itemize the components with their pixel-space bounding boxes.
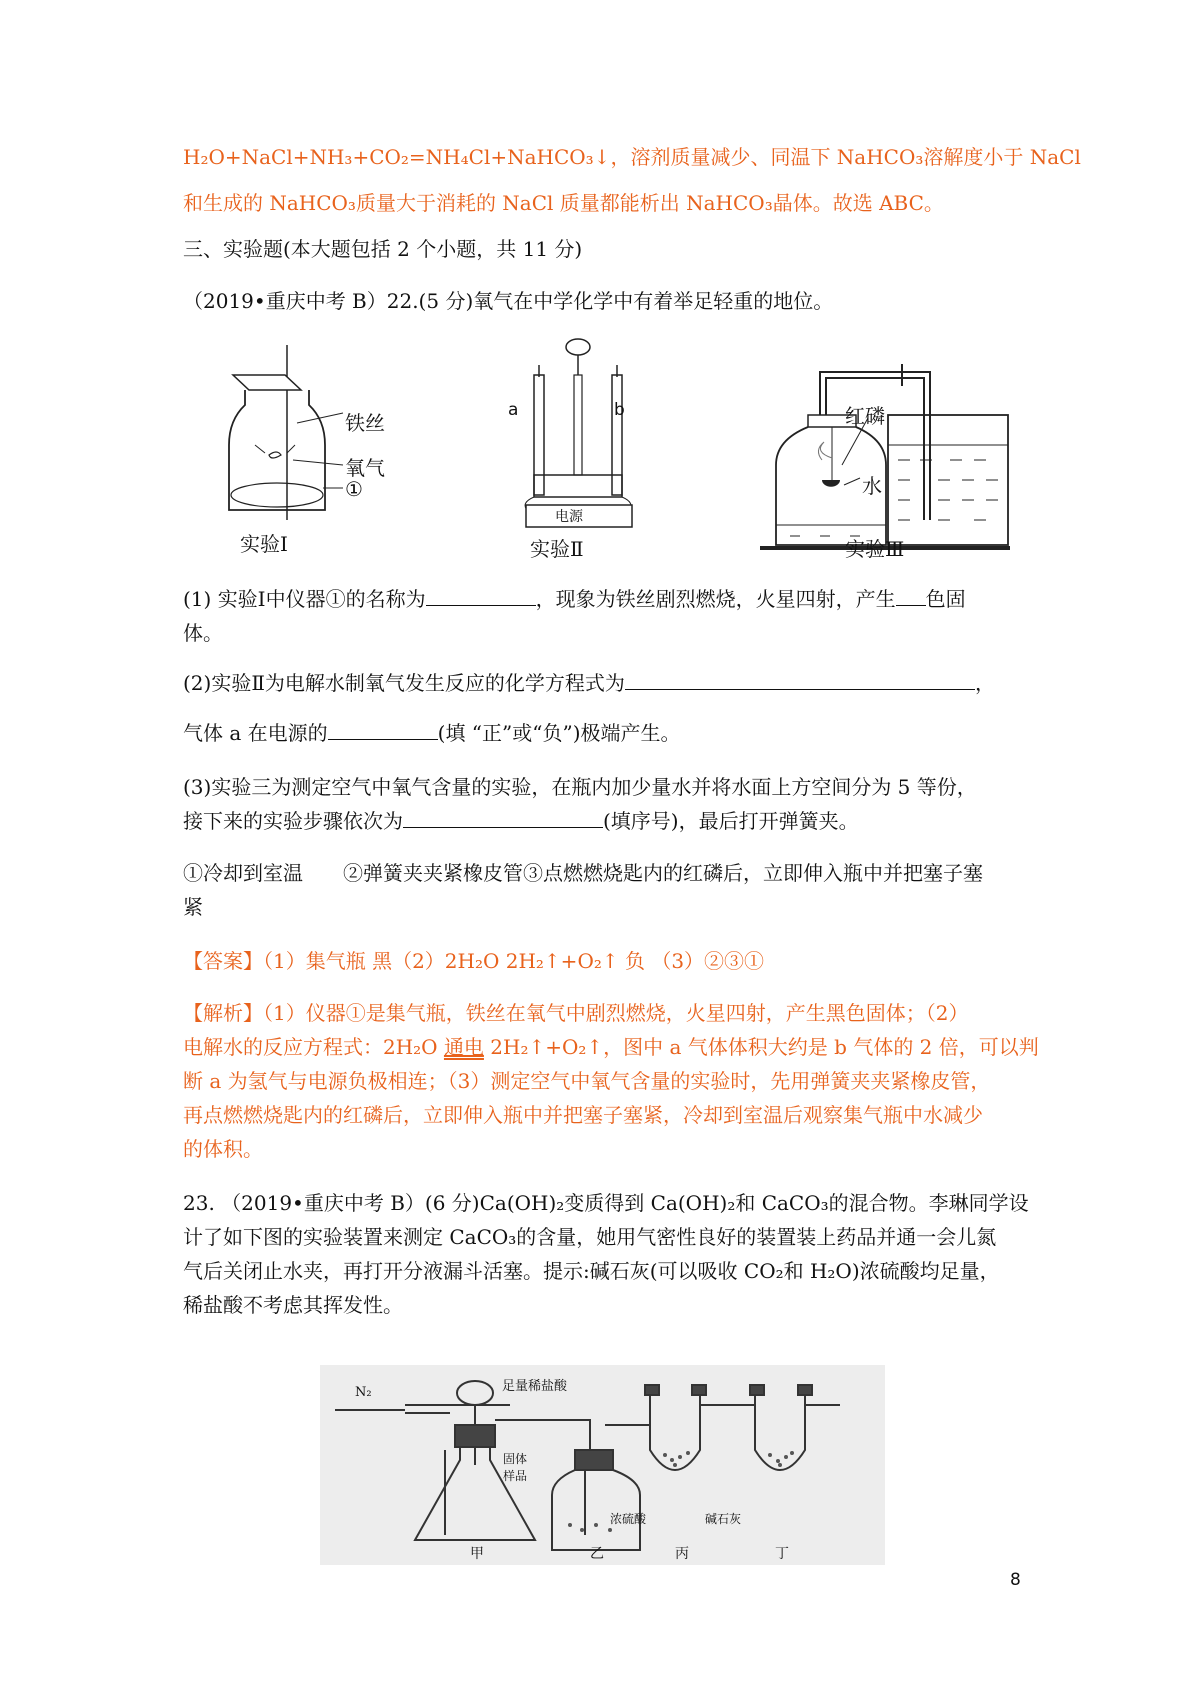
q22-stem: （2019•重庆中考 B）22.(5 分)氧气在中学化学中有着举足轻重的地位。 bbox=[183, 289, 834, 313]
q22-analysis-line-1: 【解析】（1）仪器①是集气瓶，铁丝在氧气中剧烈燃烧，火星四射，产生黑色固体；（2） bbox=[183, 1001, 969, 1025]
caption-experiment-2: 实验Ⅱ bbox=[530, 537, 584, 561]
label-power-supply: 电源 bbox=[555, 509, 583, 525]
page-number: 8 bbox=[1010, 1570, 1021, 1590]
answer-blank-2[interactable] bbox=[896, 583, 926, 606]
q22-analysis-line-4: 再点燃燃烧匙内的红磷后，立即伸入瓶中并把塞子塞紧，冷却到室温后观察集气瓶中水减少 bbox=[183, 1103, 983, 1127]
q23-line-2: 计了如下图的实验装置来测定 CaCO₃的含量，她用气密性良好的装置装上药品并通一会儿氮 bbox=[183, 1225, 997, 1249]
q22-analysis-text-c: 2H₂↑+O₂↑，图中 a 气体体积大约是 b 气体的 2 倍，可以判 bbox=[483, 1035, 1039, 1059]
label-yi: 乙 bbox=[590, 1546, 604, 1562]
q23-line-4: 稀盐酸不考虑其挥发性。 bbox=[183, 1293, 403, 1317]
q22-answer: 【答案】（1）集气瓶 黑（2）2H₂O 2H₂↑+O₂↑ 负 （3）②③① bbox=[183, 949, 765, 973]
q22-analysis-text-a: 电解水的反应方程式：2H₂O bbox=[183, 1035, 444, 1059]
q22-part-2-text-d: (填 “正”或“负”)极端产生。 bbox=[437, 721, 681, 745]
label-soda-lime: 碱石灰 bbox=[705, 1512, 742, 1526]
q22-part-1-cont: 体。 bbox=[183, 621, 223, 645]
q22-part-1-text-b: ，现象为铁丝剧烈燃烧，火星四射，产生 bbox=[535, 587, 896, 611]
q22-part-2-text-a: (2)实验Ⅱ为电解水制氧气发生反应的化学方程式为 bbox=[183, 671, 625, 695]
answer-continuation-line-2: 和生成的 NaHCO₃质量大于消耗的 NaCl 质量都能析出 NaHCO₃晶体。故选 ABC。 bbox=[183, 191, 944, 215]
q22-analysis-line-5: 的体积。 bbox=[183, 1137, 263, 1161]
q22-part-2 bbox=[183, 666, 1033, 700]
section-title: 三、实验题(本大题包括 2 个小题，共 11 分) bbox=[183, 237, 583, 261]
answer-continuation-line-1: H₂O+NaCl+NH₃+CO₂=NH₄Cl+NaHCO₃↓，溶剂质量减少、同温下 NaHCO₃溶解度小于 NaCl bbox=[183, 145, 1081, 169]
label-n2: N₂ bbox=[355, 1385, 372, 1400]
q22-part-1 bbox=[183, 582, 1033, 616]
label-a: a bbox=[508, 400, 519, 420]
label-oxygen: 氧气 bbox=[345, 456, 385, 480]
q23-apparatus-figure bbox=[320, 1365, 885, 1565]
label-bing: 丙 bbox=[675, 1546, 689, 1562]
experiment-2-figure bbox=[520, 335, 640, 535]
q22-part-2-cont bbox=[183, 716, 1033, 750]
q22-part-2-text-b: ， bbox=[974, 671, 995, 695]
label-water: 水 bbox=[862, 474, 882, 498]
q22-part-1-text-c: 色固 bbox=[925, 587, 966, 611]
q23-line-1: 23. （2019•重庆中考 B）(6 分)Ca(OH)₂变质得到 Ca(OH)₂和 CaCO₃的混合物。李琳同学设 bbox=[183, 1191, 1029, 1215]
experiment-3-figure bbox=[760, 360, 1010, 550]
label-ding: 丁 bbox=[775, 1546, 789, 1562]
q23-line-3: 气后关闭止水夹，再打开分液漏斗活塞。提示:碱石灰(可以吸收 CO₂和 H₂O)浓硫酸均足量， bbox=[183, 1259, 1000, 1283]
caption-experiment-1: 实验Ⅰ bbox=[240, 532, 288, 556]
q22-analysis-condition: 通电 bbox=[443, 1035, 484, 1059]
q22-analysis-line-3: 断 a 为氢气与电源负极相连；（3）测定空气中氧气含量的实验时，先用弹簧夹夹紧橡皮管， bbox=[183, 1069, 991, 1093]
q22-part-3-cont bbox=[183, 804, 1033, 838]
label-iron-wire: 铁丝 bbox=[345, 411, 385, 435]
label-b: b bbox=[614, 400, 625, 420]
q22-part-3: (3)实验三为测定空气中氧气含量的实验，在瓶内加少量水并将水面上方空间分为 5 等份， bbox=[183, 775, 977, 799]
q22-analysis-line-2 bbox=[183, 1030, 1039, 1064]
q22-part-3-text-c: (填序号)，最后打开弹簧夹。 bbox=[603, 809, 859, 833]
label-dilute-hcl: 足量稀盐酸 bbox=[502, 1379, 568, 1394]
answer-blank-3[interactable] bbox=[625, 667, 975, 690]
caption-experiment-3: 实验Ⅲ bbox=[845, 537, 905, 561]
q22-part-2-text-c: 气体 a 在电源的 bbox=[183, 721, 328, 745]
label-solid-sample: 固体样品 bbox=[502, 1452, 527, 1483]
q23-apparatus-drawing bbox=[320, 1365, 885, 1565]
q22-part-1-text-a: (1) 实验Ⅰ中仪器①的名称为 bbox=[183, 587, 426, 611]
answer-blank-5[interactable] bbox=[403, 805, 603, 828]
label-red-phosphorus: 红磷 bbox=[845, 404, 885, 428]
label-circled-1: ① bbox=[345, 477, 363, 501]
q22-part-3-text-b: 接下来的实验步骤依次为 bbox=[183, 809, 403, 833]
q22-steps: ①冷却到室温 ②弹簧夹夹紧橡皮管③点燃燃烧匙内的红磷后，立即伸入瓶中并把塞子塞 bbox=[183, 861, 983, 885]
label-jia: 甲 bbox=[470, 1546, 484, 1562]
answer-blank-1[interactable] bbox=[426, 583, 536, 606]
answer-blank-4[interactable] bbox=[328, 717, 438, 740]
label-sulfuric-acid: 浓硫酸 bbox=[610, 1512, 647, 1526]
q22-steps-cont: 紧 bbox=[183, 895, 203, 919]
